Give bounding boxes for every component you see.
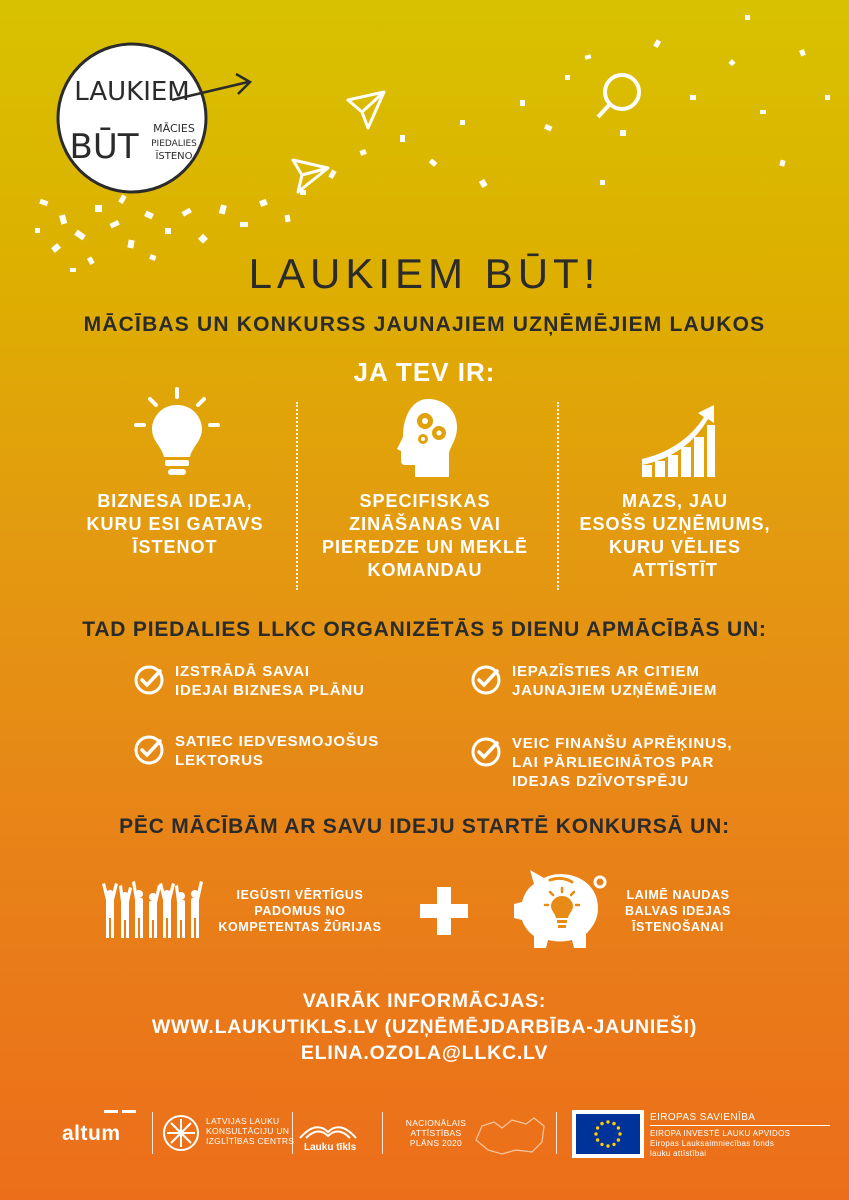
column-text: BIZNESA IDEJA, KURU ESI GATAVS ĪSTENOT <box>86 491 264 557</box>
altum-logo: altum <box>62 1122 121 1145</box>
logo-line1: LAUKIEM <box>74 77 190 107</box>
footer-divider <box>292 1112 293 1154</box>
column-growth <box>550 395 800 595</box>
eu-rule <box>650 1125 830 1126</box>
latvia-map-icon <box>472 1112 548 1158</box>
lauku-tikls-logo-icon <box>298 1118 358 1142</box>
cheering-people-icon <box>102 880 206 940</box>
column-business-idea <box>50 395 300 595</box>
ja-tev-heading: JA TEV IR: <box>353 357 496 387</box>
piggy-bank-icon <box>512 862 608 952</box>
page-subtitle: MĀCĪBAS UN KONKURSS JAUNAJIEM UZŅĒMĒJIEM LAUKOS <box>83 313 766 336</box>
growth-chart-icon <box>638 403 718 479</box>
column-text: MAZS, JAU ESOŠS UZŅĒMUMS, KURU VĒLIES ATTĪSTĪT <box>579 491 771 580</box>
plus-icon <box>418 885 470 937</box>
llkc-logo-icon <box>162 1114 200 1152</box>
check-item-text: IEPAZĪSTIES AR CITIEM JAUNAJIEM UZŅĒMĒJIEM <box>512 663 718 699</box>
logo-arrow-icon <box>170 60 260 120</box>
head-gears-icon <box>395 397 461 479</box>
contact-info <box>0 988 849 1066</box>
website-link[interactable]: WWW.LAUKUTIKLS.LV (UZŅĒMĒJDARBĪBA-JAUNIEŠI) <box>151 1016 698 1038</box>
check-item <box>470 662 717 700</box>
check-item-text: SATIEC IEDVESMOJOŠUS LEKTORUS <box>175 733 380 769</box>
page-title: LAUKIEM BŪT! <box>248 250 601 297</box>
logo-line2: BŪT <box>69 127 139 167</box>
nap-logo-text: NACIONĀLAIS ATTĪSTĪBAS PLĀNS 2020 <box>405 1118 467 1148</box>
eu-text: EIROPA INVESTĒ LAUKU APVIDOS Eiropas Lauksaimniecības fonds lauku attīstībai <box>650 1129 791 1158</box>
footer-divider <box>152 1112 153 1154</box>
check-item-text: IZSTRĀDĀ SAVAI IDEJAI BIZNESA PLĀNU <box>175 663 365 699</box>
benefit-jury-text: IEGŪSTI VĒRTĪGUS PADOMUS NO KOMPETENTAS ŽŪRIJAS <box>218 888 382 934</box>
check-item <box>470 734 732 791</box>
eu-title: EIROPAS SAVIENĪBA <box>650 1112 756 1123</box>
email-link[interactable]: ELINA.OZOLA@LLKC.LV <box>300 1042 549 1064</box>
contest-heading: PĒC MĀCĪBĀM AR SAVU IDEJU STARTĒ KONKURSĀ UN: <box>119 815 730 838</box>
footer-divider <box>556 1112 557 1154</box>
eu-flag-icon <box>572 1110 644 1158</box>
llkc-logo-text: LATVIJAS LAUKU KONSULTĀCIJU UN IZGLĪTĪBAS CENTRS <box>206 1116 295 1146</box>
check-item <box>133 732 379 770</box>
benefit-prize-text: LAIMĒ NAUDAS BALVAS IDEJAS ĪSTENOŠANAI <box>625 888 731 934</box>
lauku-tikls-logo-text: Lauku tīkls <box>304 1142 357 1153</box>
altum-logo-mark <box>104 1110 138 1122</box>
logo-tag1: MĀCIES <box>153 122 195 135</box>
training-heading: TAD PIEDALIES LLKC ORGANIZĒTĀS 5 DIENU APMĀCĪBĀS UN: <box>82 618 767 641</box>
check-circle-icon <box>470 664 502 696</box>
footer-divider <box>382 1112 383 1154</box>
divider-dotted <box>296 402 298 590</box>
info-heading: VAIRĀK INFORMĀCJAS: <box>302 990 547 1012</box>
check-circle-icon <box>470 736 502 768</box>
logo-tag3: ĪSTENO <box>155 151 193 162</box>
check-item-text: VEIC FINANŠU APRĒĶINUS, LAI PĀRLIECINĀTOS PAR IDEJAS DZĪVOTSPĒJU <box>512 735 733 790</box>
column-knowledge <box>300 395 550 595</box>
lightbulb-icon <box>130 387 224 479</box>
logo-tag2: PIEDALIES <box>151 139 197 149</box>
column-text: SPECIFISKAS ZINĀŠANAS VAI PIEREDZE UN MEKLĒ KOMANDAU <box>321 491 529 580</box>
check-circle-icon <box>133 734 165 766</box>
check-circle-icon <box>133 664 165 696</box>
check-item <box>133 662 365 700</box>
